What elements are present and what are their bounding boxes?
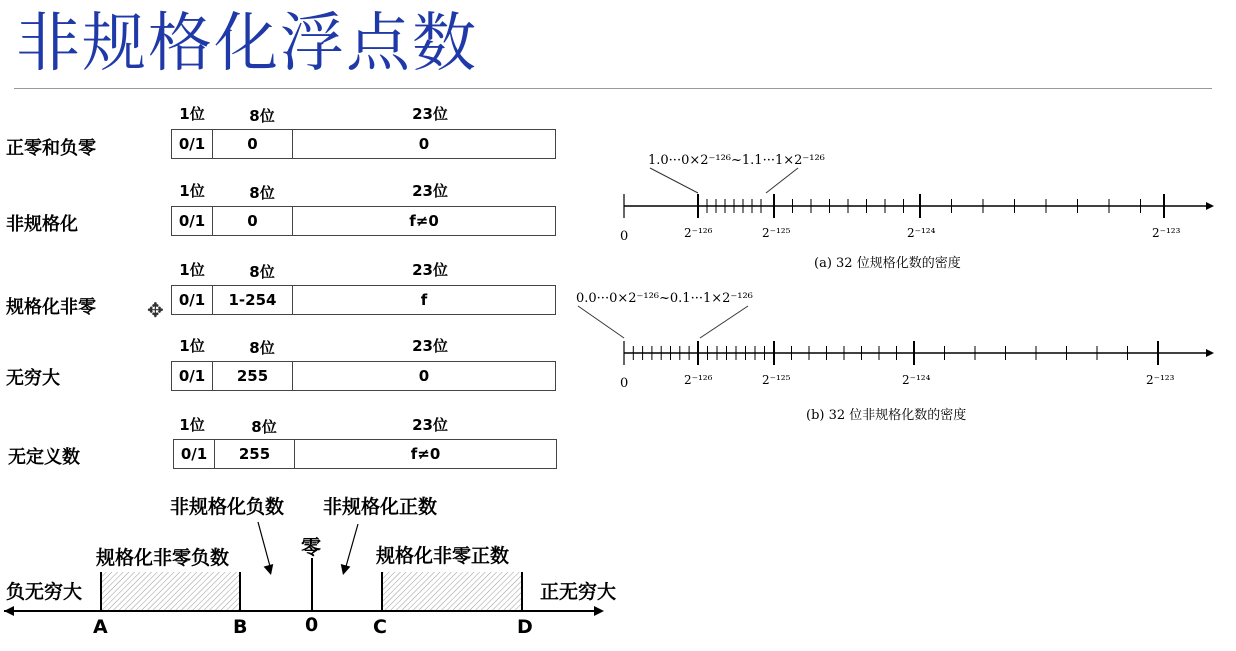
bits-sign: 1位 (179, 416, 205, 434)
density-a (620, 153, 1214, 271)
field-sign: 0/1 (171, 206, 213, 236)
bits-sign: 1位 (179, 105, 205, 123)
row-label-infinity: 无穷大 (6, 368, 60, 389)
density-b (576, 291, 1214, 423)
field-sign: 0/1 (171, 285, 213, 315)
pos-normal-label: 规格化非零正数 (376, 545, 510, 567)
neg-normal-region (101, 572, 240, 611)
neg-infinity-label: 负无穷大 (6, 581, 83, 603)
move-cursor-icon: ✥ (147, 298, 164, 322)
field-fraction: 0 (292, 361, 556, 391)
density-b-tick-label: 2⁻¹²⁴ (902, 373, 931, 387)
density-a-tick-label: 2⁻¹²⁴ (907, 226, 936, 240)
density-a-tick-label: 2⁻¹²⁵ (762, 226, 791, 240)
bits-fraction: 23位 (412, 261, 448, 279)
field-fraction: f (292, 285, 556, 315)
bits-exponent: 8位 (249, 184, 275, 202)
field-exponent: 1-254 (212, 285, 293, 315)
point-a-label: A (93, 616, 108, 638)
density-diagrams (570, 140, 1230, 430)
density-a-tick-label: 2⁻¹²³ (1152, 226, 1181, 240)
density-a-tick-label: 2⁻¹²⁶ (684, 226, 713, 240)
bits-sign: 1位 (179, 182, 205, 200)
field-sign: 0/1 (173, 439, 215, 469)
bits-exponent: 8位 (249, 339, 275, 357)
density-a-caption: (a) 32 位规格化数的密度 (814, 256, 961, 271)
field-fraction: 0 (292, 129, 556, 159)
density-b-tick-label: 2⁻¹²³ (1146, 373, 1175, 387)
pos-normal-region (382, 572, 522, 611)
point-b-label: B (233, 616, 248, 638)
bits-fraction: 23位 (412, 337, 448, 355)
point-zero-label: 0 (305, 614, 319, 636)
title-divider (14, 88, 1212, 89)
bits-sign: 1位 (179, 261, 205, 279)
density-b-tick-label: 2⁻¹²⁵ (762, 373, 791, 387)
field-exponent: 0 (212, 206, 293, 236)
density-a-annotation: 1.0···0×2⁻¹²⁶~1.1···1×2⁻¹²⁶ (648, 153, 825, 168)
bits-fraction: 23位 (412, 105, 448, 123)
field-exponent: 255 (212, 361, 293, 391)
zero-label: 零 (301, 535, 321, 559)
density-b-caption: (b) 32 位非规格化数的密度 (806, 408, 967, 423)
bits-fraction: 23位 (412, 416, 448, 434)
neg-denormal-label: 非规格化负数 (170, 496, 285, 518)
field-exponent: 255 (214, 439, 295, 469)
row-label-nan: 无定义数 (8, 447, 80, 468)
bits-sign: 1位 (179, 337, 205, 355)
neg-normal-label: 规格化非零负数 (96, 547, 230, 569)
density-b-tick-label: 0 (620, 376, 629, 391)
row-label-normal: 规格化非零 (6, 297, 96, 318)
pos-infinity-label: 正无穷大 (540, 581, 617, 603)
bits-exponent: 8位 (249, 107, 275, 125)
field-fraction: f≠0 (294, 439, 557, 469)
density-b-annotation: 0.0···0×2⁻¹²⁶~0.1···1×2⁻¹²⁶ (576, 291, 753, 306)
density-a-tick-label: 0 (620, 229, 629, 244)
bits-fraction: 23位 (412, 182, 448, 200)
bits-exponent: 8位 (249, 263, 275, 281)
row-label-zero: 正零和负零 (6, 138, 96, 159)
field-fraction: f≠0 (292, 206, 556, 236)
row-label-denormal: 非规格化 (6, 214, 78, 235)
point-d-label: D (517, 616, 533, 638)
field-sign: 0/1 (171, 361, 213, 391)
page-title: 非规格化浮点数 (16, 7, 478, 81)
pos-denormal-label: 非规格化正数 (323, 496, 438, 518)
point-c-label: C (373, 616, 387, 638)
field-exponent: 0 (212, 129, 293, 159)
bits-exponent: 8位 (251, 418, 277, 436)
field-sign: 0/1 (171, 129, 213, 159)
density-b-tick-label: 2⁻¹²⁶ (684, 373, 713, 387)
